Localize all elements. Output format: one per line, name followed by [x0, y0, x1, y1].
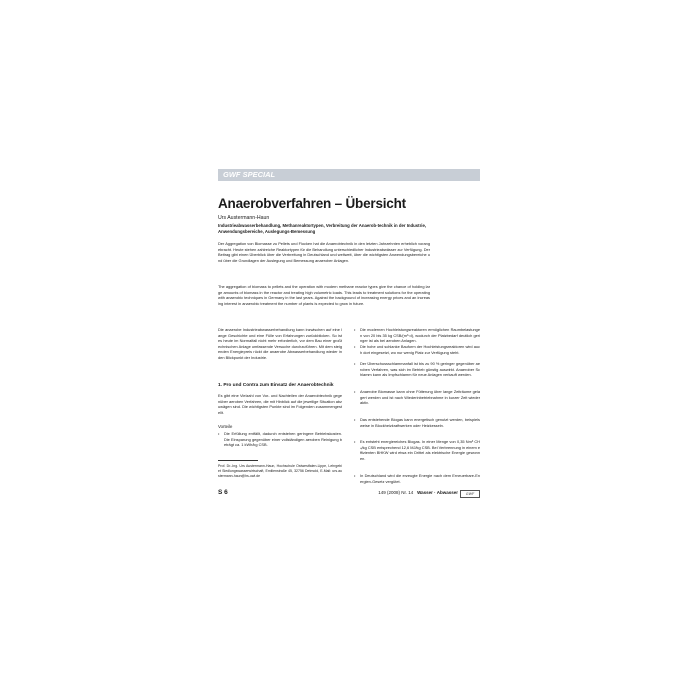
bullet-mark: •	[354, 327, 356, 332]
journal-info	[378, 490, 458, 495]
abstract-english: The aggregation of biomass to pellets and the operation with modern methane reactor types give the chance of holding large amounts of biomass in the reactor and treating high volumetric loads. This leads to treatment solutions for the operating with anaerobic techniques in Germany in the last years. Against the background of increasing energy prices and an increasing interest in anaerobic treatment the number of plants is expected to grow in future.	[218, 284, 430, 306]
journal-name: Wasser · Abwasser	[417, 490, 458, 495]
article-page	[218, 155, 480, 545]
special-header-label: GWF SPECIAL	[223, 170, 276, 179]
bullet-mark: •	[354, 473, 356, 478]
list-item	[354, 473, 480, 484]
bullet-text: Die hohe und schlanke Bauform der Hochleistungsreaktoren wird auch dort eingesetzt, wo nur wenig Platz zur Verfügung steht.	[360, 344, 480, 355]
journal-logo-icon: GWF	[460, 490, 480, 498]
author-footnote: Prof. Dr.-Ing. Urs Austermann-Haun, Hochschule Ostwestfalen-Lippe, Lehrgebiet Siedlungswasserwirtschaft, Emilienstraße 45, 32756 Detmold, E-Mail: urs.austermann-haun@hs-owl.de	[218, 464, 342, 478]
abstract-keywords: Industrieabwasserbehandlung, Methanreaktortypen, Verbreitung der Anaerob-technik in der Industrie, Anwendungsbereiche, Auslegungs-Bemessung	[218, 223, 427, 234]
bullet-text: Die modernen Hochleistungsreaktoren ermöglichen Raumbelastungen von 20 bis 35 kg CSB/(m³·d), wodurch der Platzbedarf deutlich geringer ist als bei aeroben Anlagen.	[360, 327, 480, 344]
section-1-paragraph: Es gibt eine Vielzahl von Vor- und Nachteilen der Anaerobtechnik gegenüber aeroben Verfahren, die mit Hinblick auf die jeweilige Situation abzuwägen sind. Die wichtigsten Punkte sind im Folgenden zusammengestellt.	[218, 393, 342, 415]
list-item	[354, 327, 480, 344]
page-footer	[218, 489, 480, 499]
article-title: Anaerobverfahren – Übersicht	[218, 196, 406, 211]
journal-issue: 149 (2008) Nr. 14	[378, 490, 414, 495]
list-item	[218, 431, 342, 448]
special-header-band	[218, 169, 480, 181]
right-column	[354, 327, 480, 484]
bullet-text: Die Erfüllung entfällt, dadurch entstehen geringere Betriebskosten. Die Einsparung gegenüber einer vollständigen aeroben Reinigung beträgt ca. 1 kWh/kg CSB.	[224, 431, 342, 448]
left-column	[218, 327, 342, 448]
bullet-text: Es entsteht energiereiches Biogas. In einer Menge von 0,35 Nm³ CH₄/kg CSB entsprechend 12,6 MJ/kg CSB. Bei Verbrennung in einem effizienten BHKW wird etwa ein Drittel als elektrische Energie gewonnen.	[360, 439, 480, 461]
list-item	[354, 439, 480, 473]
bullet-mark: •	[354, 361, 356, 366]
list-item	[354, 417, 480, 439]
bullet-mark: •	[218, 431, 220, 437]
intro-paragraph: Die anaerobe Industrieabwasserbehandlung kann inzwischen auf eine lange Geschichte und eine Fülle von Erfahrungen zurückblicken. So ist es heute im Normalfall nicht mehr erforderlich, vor dem Bau einer großtechnischen Anlage umfassende Versuche durchzuführen. Mit dem steigenden Energiepreis rückt die anaerobe Abwasserbehandlung wieder in den Blickpunkt der Industrie.	[218, 327, 342, 360]
list-item	[354, 389, 480, 417]
bullet-text: Der Überschussschlammanfall ist bis zu 90 % geringer gegenüber aeroben Verfahren, was sich im Betrieb günstig auswirkt. Anaerober Schlamm kann als Impfschlamm für neue Anlagen verkauft werden.	[360, 361, 480, 378]
vorteile-subheading: Vorteile	[218, 424, 233, 430]
footnote-divider	[218, 460, 258, 461]
bullet-mark: •	[354, 439, 356, 444]
list-item	[354, 361, 480, 389]
bullet-text: Das entstehende Biogas kann energetisch genutzt werden, beispielsweise in Blockheizkraftwerken oder Heizkesseln.	[360, 417, 480, 428]
article-author: Urs Austermann-Haun	[218, 215, 270, 221]
section-1-heading: 1. Pro und Contra zum Einsatz der Anaerobtechnik	[218, 383, 334, 388]
bullet-mark: •	[354, 344, 356, 349]
list-item	[354, 344, 480, 361]
bullet-text: Anaerobe Biomasse kann ohne Fütterung über lange Zeiträume gelagert werden und ist nach Wiederinbetriebnahme in kurzer Zeit wieder aktiv.	[360, 389, 480, 406]
abstract-german: Der Aggregation von Biomasse zu Pellets und Flocken hat die Anaerobtechnik in den letzten Jahrzehnten erheblich vorangebracht. Heute stehen zahlreiche Reaktortypen für die Behandlung unterschiedlicher Industrieabwässer zur Verfügung. Der Beitrag gibt einen Überblick über die Verbreitung in Deutschland und weltweit, über die wichtigsten Anwendungsbereiche und über die Grundlagen der Auslegung und Bemessung anaerober Anlagen.	[218, 241, 430, 263]
bullet-text: In Deutschland wird die erzeugte Energie nach dem Erneuerbare-Energien-Gesetz vergütet.	[360, 473, 480, 484]
page-number: S 6	[218, 489, 228, 496]
bullet-mark: •	[354, 389, 356, 394]
bullet-mark: •	[354, 417, 356, 422]
